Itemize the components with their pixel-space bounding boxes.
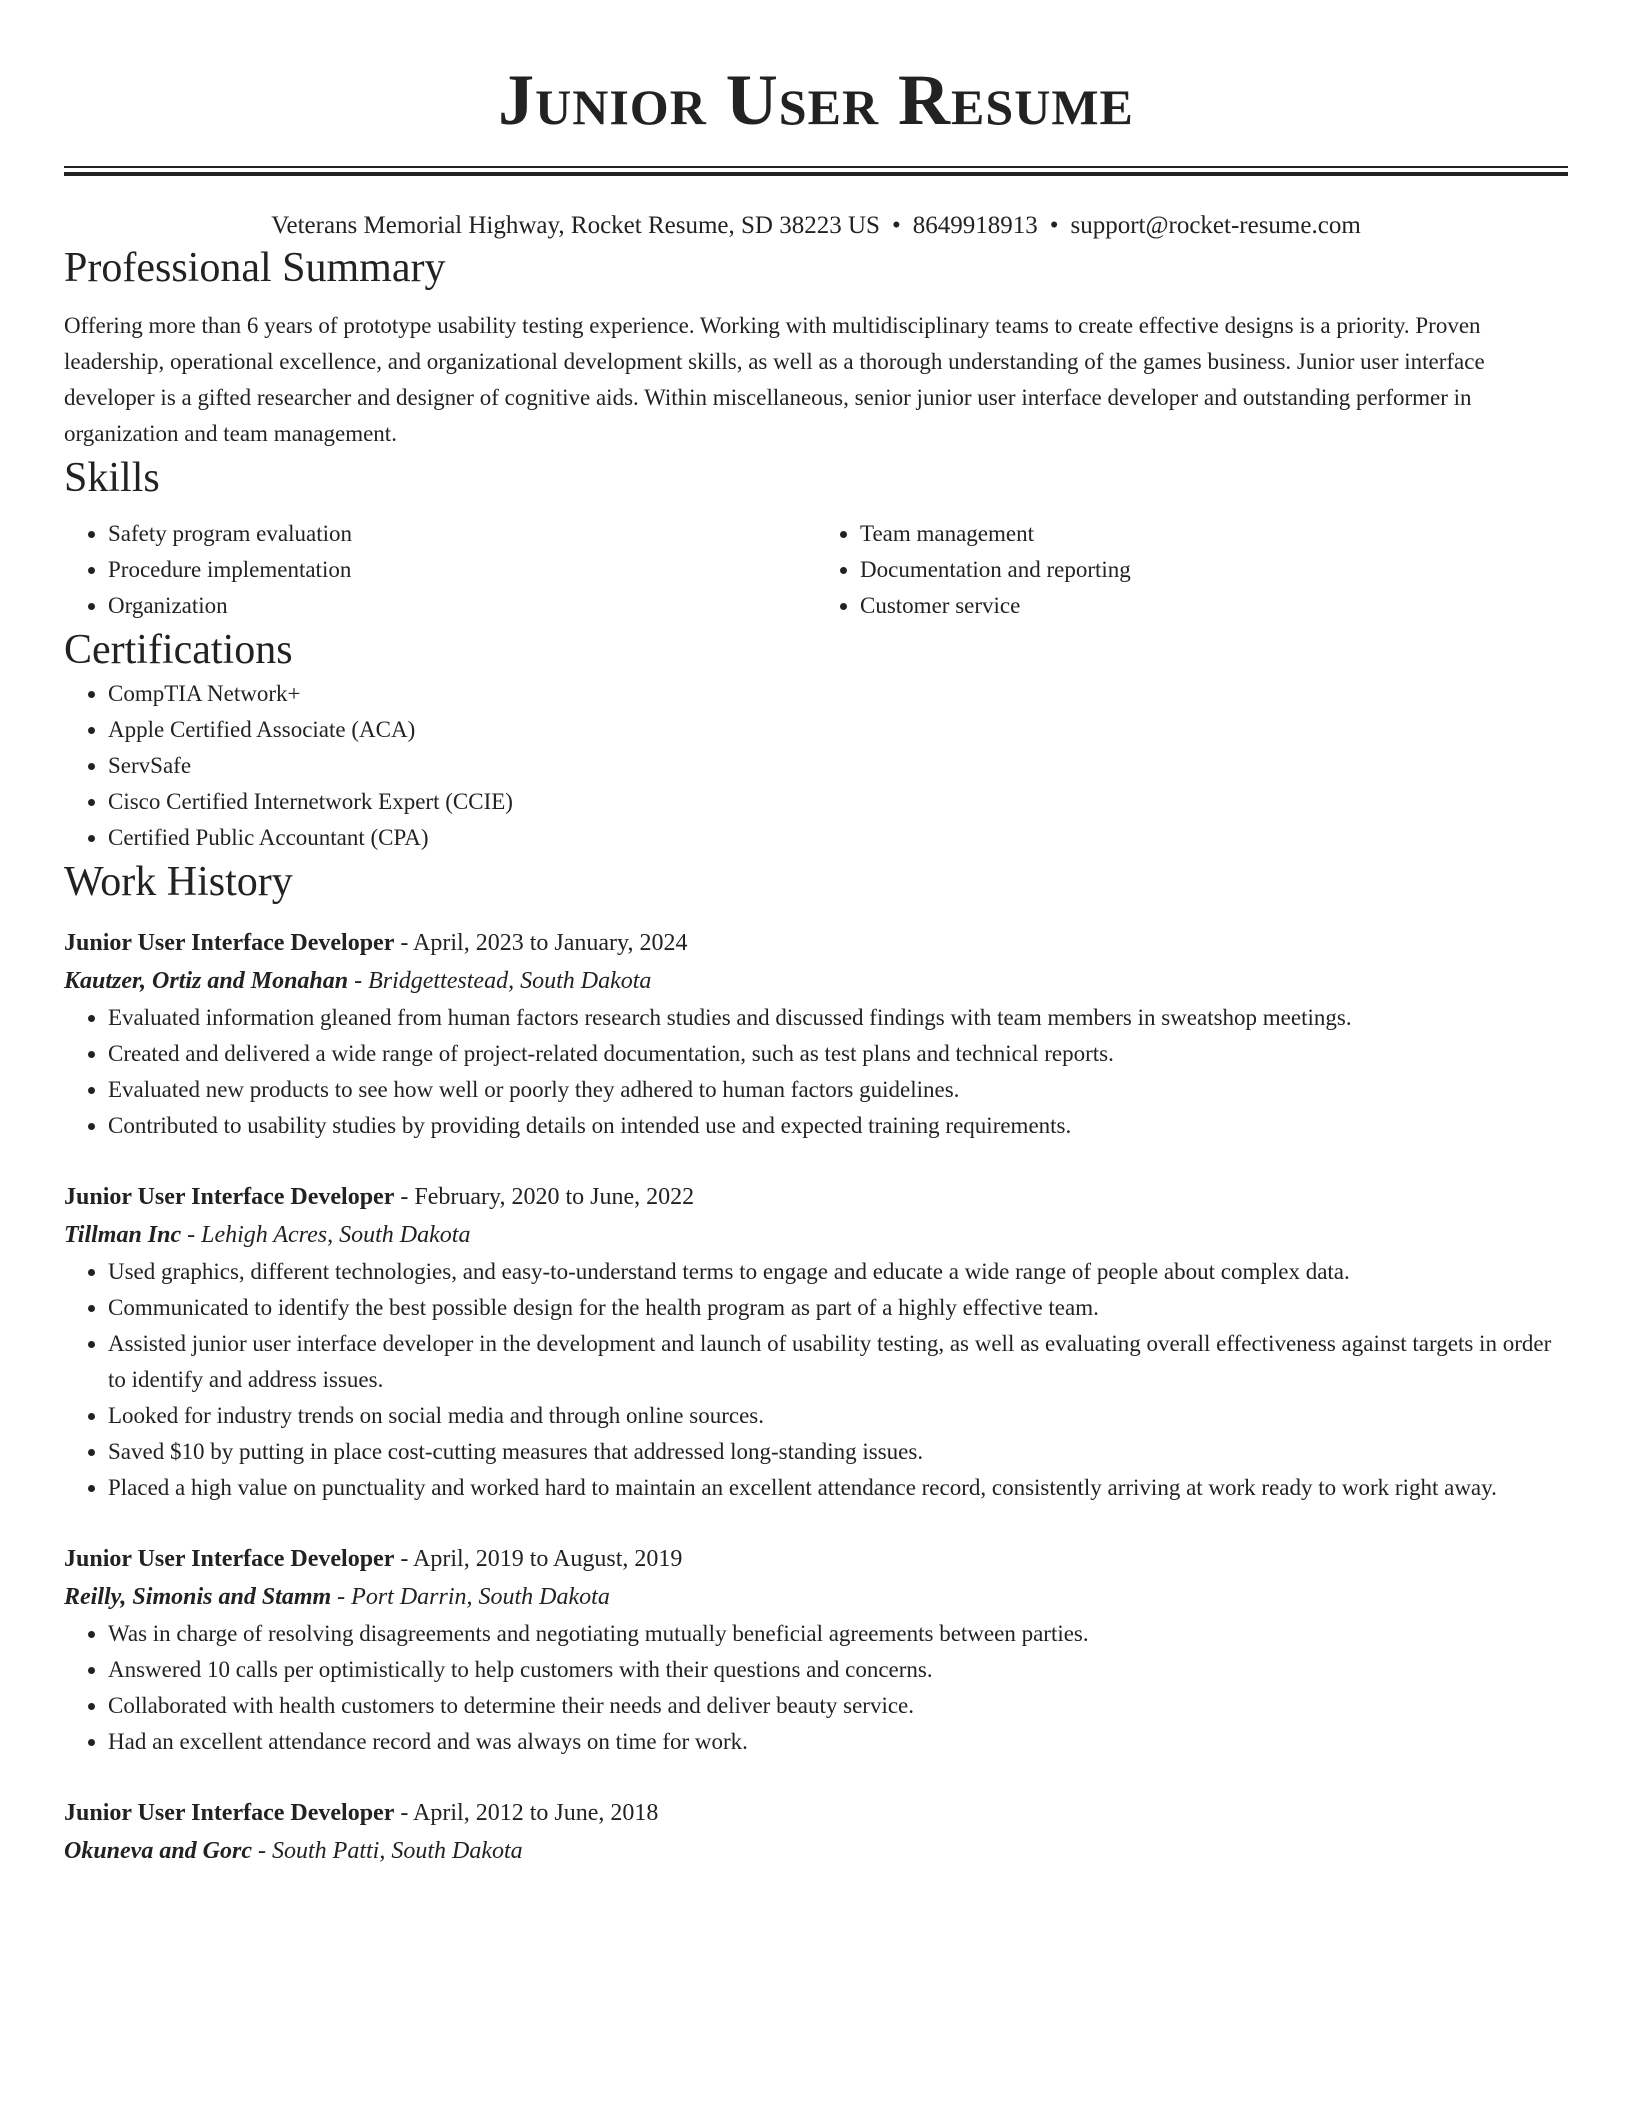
certification-item: • Apple Certified Associate (ACA): [108, 712, 1568, 748]
contact-line: [64, 210, 1568, 242]
job-dates: - April, 2012 to June, 2018: [394, 1800, 659, 1826]
resume-title: Junior User Resume: [498, 60, 1134, 140]
skills-list-right: [816, 516, 1568, 624]
job-location: - Bridgettestead, South Dakota: [348, 968, 652, 994]
job-duty-item: • Saved $10 by putting in place cost-cutting measures that addressed long-standing issues.: [108, 1434, 1568, 1470]
job-duty-item: • Placed a high value on punctuality and worked hard to maintain an excellent attendance record, consistently arriving at work ready to work right away.: [108, 1470, 1568, 1506]
contact-phone: 8649918913: [912, 212, 1038, 239]
skills-column-left: [64, 516, 816, 624]
job-duty-item: • Used graphics, different technologies, and easy-to-understand terms to engage and educate a wide range of people about complex data.: [108, 1254, 1568, 1290]
job-duties-list: [64, 1254, 1568, 1506]
certification-item: • CompTIA Network+: [108, 676, 1568, 712]
job-duties-list: [64, 1000, 1568, 1144]
skill-item: • Team management: [860, 516, 1568, 552]
contact-address: Veterans Memorial Highway, Rocket Resume, SD 38223 US: [271, 212, 880, 239]
job-entry: [64, 1178, 1568, 1506]
job-employer: [64, 1578, 1568, 1616]
job-header: [64, 924, 1568, 962]
contact-separator: •: [891, 212, 901, 239]
skill-item: • Customer service: [860, 588, 1568, 624]
job-duty-item: • Communicated to identify the best possible design for the health program as part of a highly effective team.: [108, 1290, 1568, 1326]
job-title: Junior User Interface Developer: [64, 1800, 395, 1826]
job-location: - South Patti, South Dakota: [252, 1838, 523, 1864]
skills-list-left: [64, 516, 816, 624]
job-header: [64, 1794, 1568, 1832]
job-entry: [64, 924, 1568, 1144]
job-company: Okuneva and Gorc: [64, 1838, 253, 1864]
job-company: Kautzer, Ortiz and Monahan: [64, 968, 349, 994]
job-employer: [64, 1832, 1568, 1870]
skill-item: • Documentation and reporting: [860, 552, 1568, 588]
job-employer: [64, 1216, 1568, 1254]
certification-item: • ServSafe: [108, 748, 1568, 784]
job-title: Junior User Interface Developer: [64, 1184, 395, 1210]
job-duty-item: • Created and delivered a wide range of project-related documentation, such as test plans and technical reports.: [108, 1036, 1568, 1072]
title-divider: [64, 166, 1568, 176]
certifications-heading: Certifications: [64, 627, 293, 673]
job-duty-item: • Was in charge of resolving disagreements and negotiating mutually beneficial agreements between parties.: [108, 1616, 1568, 1652]
job-duty-item: • Looked for industry trends on social media and through online sources.: [108, 1398, 1568, 1434]
skill-item: • Procedure implementation: [108, 552, 816, 588]
work-history-heading: Work History: [64, 859, 293, 905]
skill-item: • Safety program evaluation: [108, 516, 816, 552]
job-duty-item: • Answered 10 calls per optimistically to help customers with their questions and concerns.: [108, 1652, 1568, 1688]
job-duty-item: • Assisted junior user interface developer in the development and launch of usability testing, as well as evaluating overall effectiveness against targets in order to identify and address issues.: [108, 1326, 1568, 1398]
job-title: Junior User Interface Developer: [64, 930, 395, 956]
job-company: Reilly, Simonis and Stamm: [64, 1584, 332, 1610]
job-title: Junior User Interface Developer: [64, 1546, 395, 1572]
certification-item: • Certified Public Accountant (CPA): [108, 820, 1568, 856]
skills-heading: Skills: [64, 455, 160, 501]
summary-text: Offering more than 6 years of prototype usability testing experience. Working with multidisciplinary teams to create effective designs is a priority. Proven leadership, operational excellence, and organizational development skills, as well as a thorough understanding of the games business. Junior user interface developer is a gifted researcher and designer of cognitive aids. Within miscellaneous, senior junior user interface developer and outstanding performer in organization and team management.: [64, 313, 1485, 446]
skills-column-right: [816, 516, 1568, 624]
contact-separator: •: [1049, 212, 1059, 239]
summary-heading: Professional Summary: [64, 245, 446, 291]
job-duty-item: • Collaborated with health customers to determine their needs and deliver beauty service.: [108, 1688, 1568, 1724]
job-entry: [64, 1794, 1568, 1870]
skills-grid: [64, 516, 1568, 624]
job-duty-item: • Had an excellent attendance record and was always on time for work.: [108, 1724, 1568, 1760]
job-duties-list: [64, 1616, 1568, 1760]
job-company: Tillman Inc: [64, 1222, 182, 1248]
skill-item: • Organization: [108, 588, 816, 624]
job-location: - Lehigh Acres, South Dakota: [181, 1222, 471, 1248]
job-location: - Port Darrin, South Dakota: [331, 1584, 610, 1610]
job-employer: [64, 962, 1568, 1000]
job-duty-item: • Contributed to usability studies by providing details on intended use and expected training requirements.: [108, 1108, 1568, 1144]
certifications-list: [64, 676, 1568, 856]
job-duty-item: • Evaluated information gleaned from human factors research studies and discussed findings with team members in sweatshop meetings.: [108, 1000, 1568, 1036]
job-entry: [64, 1540, 1568, 1760]
certification-item: • Cisco Certified Internetwork Expert (CCIE): [108, 784, 1568, 820]
job-header: [64, 1178, 1568, 1216]
job-header: [64, 1540, 1568, 1578]
job-duty-item: • Evaluated new products to see how well or poorly they adhered to human factors guidelines.: [108, 1072, 1568, 1108]
contact-email: support@rocket-resume.com: [1070, 212, 1361, 239]
job-dates: - April, 2023 to January, 2024: [394, 930, 688, 956]
job-dates: - February, 2020 to June, 2022: [394, 1184, 695, 1210]
job-dates: - April, 2019 to August, 2019: [394, 1546, 683, 1572]
